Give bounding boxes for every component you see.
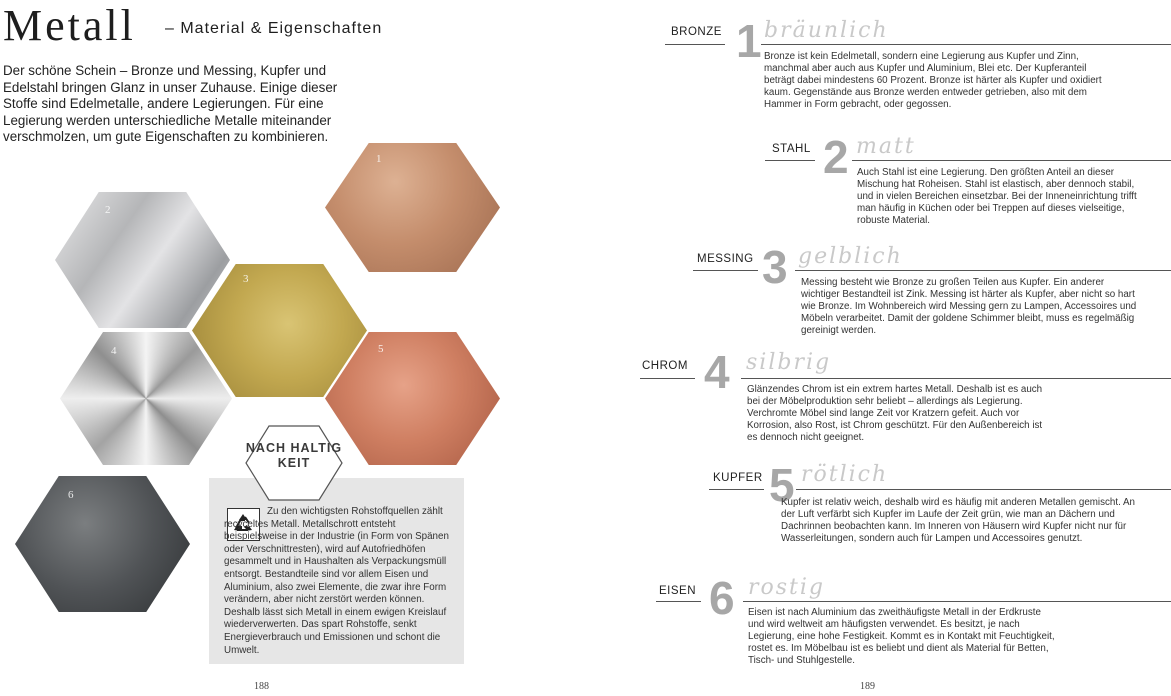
hexagon-number: 3 <box>243 273 249 285</box>
material-adjective: bräunlich <box>764 18 889 43</box>
material-label: BRONZE <box>671 26 722 38</box>
right-page <box>586 0 1171 696</box>
material-number: 1 <box>736 15 762 67</box>
divider-line <box>761 44 1171 45</box>
material-number: 6 <box>709 572 735 624</box>
material-label: STAHL <box>772 143 811 155</box>
hexagon-bronze <box>325 143 500 272</box>
material-label: KUPFER <box>713 472 763 484</box>
divider-line <box>795 270 1171 271</box>
material-label: EISEN <box>659 585 697 597</box>
label-line <box>656 601 701 602</box>
label-line <box>665 44 725 45</box>
label-line <box>693 270 758 271</box>
material-description: Kupfer ist relativ weich, deshalb wird es häufig mit anderen Metallen gemischt. An der Luft verfärbt sich Kupfer im Laufe der Zeit grün, wie man an Dächern und Dachrinnen beobachten kann. Im Inneren von Häusern wird Kupfer nicht nur für Wasserleitungen, sondern auch für Lampen und Accessoires genutzt. <box>781 497 1135 544</box>
material-adjective: silbrig <box>746 350 832 375</box>
divider-line <box>852 160 1171 161</box>
material-adjective: rötlich <box>801 462 889 487</box>
material-number: 2 <box>823 131 849 183</box>
material-description: Bronze ist kein Edelmetall, sondern eine Legierung aus Kupfer und Zinn, manchmal aber auch aus Kupfer und Aluminium, Blei etc. Der Kupferanteil beträgt dabei mindestens 60 Prozent. Bronze ist härter als Kupfer und oxidiert kaum. Gegenstände aus Bronze werden entweder getrieben, also mit dem Hammer in Form gebracht, oder gegossen. <box>764 51 1102 110</box>
page-number: 189 <box>860 681 875 692</box>
hexagon-number: 1 <box>376 153 382 165</box>
left-page <box>0 0 585 696</box>
hexagon-number: 6 <box>68 489 74 501</box>
material-adjective: matt <box>856 134 916 159</box>
sustainability-text: Zu den wichtigsten Rohstoffquellen zählt recyceltes Metall. Metallschrott entsteht beispielsweise in der Industrie (in Form von Spänen oder Verschnittresten), wird auf Autofriedhöfen gesammelt und in Haushalten als Verpackungsmüll entsorgt. Bestandteile sind vor allem Eisen und Aluminium, also zwei Elemente, die zwar ihre Form verändern, aber nicht zerstört werden können. Deshalb lässt sich Metall in einem ewigen Kreislauf wiederverwerten. Das spart Rohstoffe, senkt Energieverbrauch und Emissionen und schont die Umwelt. <box>224 506 449 656</box>
hexagon-steel <box>55 192 230 328</box>
material-description: Glänzendes Chrom ist ein extrem hartes Metall. Deshalb ist es auch bei der Möbelproduktion sehr beliebt – allerdings als Legierung. Verchromte Möbel sind lange Zeit vor Kratzern gefeit. Auch vor Korrosion, also Rost, ist Chrom geschützt. Für den Außenbereich ist es dennoch nicht geeignet. <box>747 384 1043 443</box>
divider-line <box>741 378 1171 379</box>
material-label: MESSING <box>697 253 754 265</box>
label-line <box>640 378 695 379</box>
material-description: Auch Stahl ist eine Legierung. Den größten Anteil an dieser Mischung hat Roheisen. Stahl ist elastisch, aber dennoch stabil, und in vielen Bereichen einsetzbar. Bei der Inneneinrichtung trifft man häufig in Küchen oder bei Treppen auf dieses vielseitige, robuste Material. <box>857 167 1137 226</box>
hexagon-number: 4 <box>111 345 117 357</box>
page-number: 188 <box>254 681 269 692</box>
sustainability-badge <box>245 425 343 501</box>
material-number: 4 <box>704 346 730 398</box>
material-number: 5 <box>769 459 795 511</box>
material-adjective: gelblich <box>798 244 903 269</box>
sustainability-label: NACH HALTIG KEIT <box>245 441 343 470</box>
material-label: CHROM <box>642 360 688 372</box>
material-description: Eisen ist nach Aluminium das zweithäufigste Metall in der Erdkruste und wird weltweit am häufigsten verwendet. Es besitzt, je nach Legierung, eine hohe Festigkeit. Kommt es in Kontakt mit Feuchtigkeit, rostet es. Im Möbelbau ist es beliebt und dient als Material für Betten, Tisch- und Stuhlgestelle. <box>748 607 1055 666</box>
divider-line <box>743 601 1171 602</box>
divider-line <box>796 489 1171 490</box>
hexagon-number: 2 <box>105 204 111 216</box>
page-title: Metall <box>3 1 136 50</box>
material-description: Messing besteht wie Bronze zu großen Teilen aus Kupfer. Ein anderer wichtiger Bestandteil ist Zink. Messing ist härter als Kupfer, aber nicht so hart wie Bronze. Im Wohnbereich wird Messing gern zu Lampen, Accessoires und Möbeln verarbeitet. Damit der goldene Schimmer bleibt, muss es regelmäßig gereinigt werden. <box>801 277 1137 336</box>
page-subtitle: – Material & Eigenschaften <box>165 20 383 37</box>
label-line <box>709 489 764 490</box>
intro-text: Der schöne Schein – Bronze und Messing, Kupfer und Edelstahl bringen Glanz in unser Zuhause. Einige dieser Stoffe sind Edelmetalle, andere Legierungen. Für eine Legierung werden unterschiedliche Metalle miteinander verschmolzen, um gute Eigenschaften zu kombinieren. <box>3 63 338 145</box>
material-adjective: rostig <box>748 575 826 600</box>
label-line <box>765 160 815 161</box>
hexagon-iron <box>15 476 190 612</box>
hexagon-number: 5 <box>378 343 384 355</box>
material-number: 3 <box>762 241 788 293</box>
